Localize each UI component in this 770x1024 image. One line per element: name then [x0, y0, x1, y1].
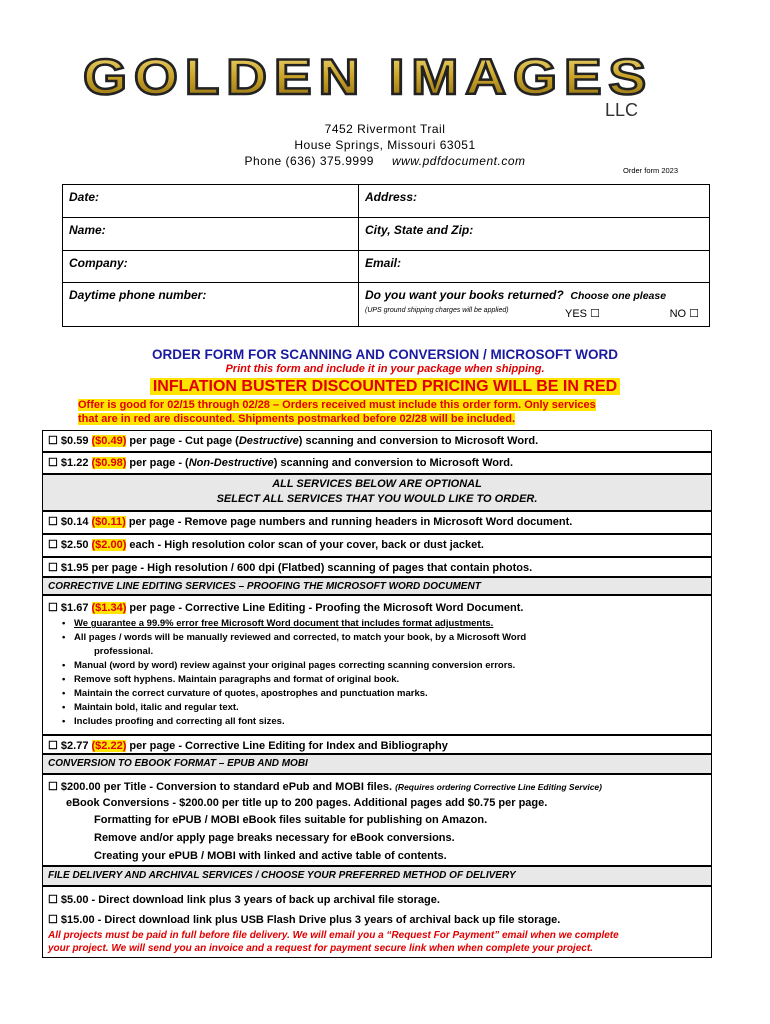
- ebook-line-2: Formatting for ePUB / MOBI eBook files suitable for publishing on Amazon.: [94, 814, 488, 826]
- bullet-quotes: • Maintain the correct curvature of quotes, apostrophes and punctuation marks.: [74, 688, 428, 699]
- s1-text-b: Destructive: [238, 435, 299, 447]
- service-remove-headers[interactable]: [42, 511, 712, 534]
- s7-price: ☐ $2.77: [48, 740, 89, 752]
- return-books-cell: [359, 283, 710, 327]
- svg-text:GOLDEN IMAGES: GOLDEN IMAGES: [83, 50, 653, 105]
- bullet-manual-review-cont: professional.: [94, 646, 154, 657]
- section-file-delivery: FILE DELIVERY AND ARCHIVAL SERVICES / CHOOSE YOUR PREFERRED METHOD OF DELIVERY: [42, 866, 712, 886]
- s2-discount: ($0.98): [91, 457, 127, 469]
- s1-price: ☐ $0.59: [48, 435, 89, 447]
- s3-discount: ($0.11): [91, 516, 126, 528]
- inflation-heading: [0, 378, 770, 396]
- inflation-text: INFLATION BUSTER DISCOUNTED PRICING WILL BE IN RED: [150, 378, 620, 395]
- delivery-option-15[interactable]: ☐ $15.00 - Direct download link plus USB Flash Drive plus 3 years of archival back up file storage.: [48, 914, 561, 926]
- email-field[interactable]: Email:: [359, 251, 710, 283]
- return-question: Do you want your books returned?: [365, 288, 564, 302]
- yes-checkbox[interactable]: YES ☐: [565, 308, 600, 320]
- s6-text: per page - Corrective Line Editing - Proofing the Microsoft Word Document.: [126, 602, 524, 614]
- name-field[interactable]: Name:: [63, 218, 359, 251]
- s7-discount: ($2.22): [91, 740, 127, 752]
- s3-text: per page - Remove page numbers and running headers in Microsoft Word document.: [125, 516, 573, 528]
- offer-text-1: Offer is good for 02/15 through 02/28 – Orders received must include this order form. Only services: [78, 399, 596, 411]
- customer-info-table: [62, 184, 710, 327]
- offer-line-1: [78, 399, 596, 411]
- city-address: House Springs, Missouri 63051: [294, 138, 476, 152]
- bullet-bold-italic: • Maintain bold, italic and regular text.: [74, 702, 239, 713]
- s3-price: ☐ $0.14: [48, 516, 89, 528]
- ebook-line-3: Remove and/or apply page breaks necessary for eBook conversions.: [94, 832, 455, 844]
- bullet-guarantee: • We guarantee a 99.9% error free Microsoft Word document that includes format adjustments.: [74, 618, 493, 629]
- golden-images-logo: [78, 50, 658, 120]
- s1-text-c: ) scanning and conversion to Microsoft Word.: [298, 435, 539, 447]
- delivery-option-5[interactable]: ☐ $5.00 - Direct download link plus 3 years of back up archival file storage.: [48, 894, 440, 906]
- svg-text:LLC: LLC: [604, 100, 638, 120]
- company-field[interactable]: Company:: [63, 251, 359, 283]
- date-field[interactable]: Date:: [63, 185, 359, 218]
- s2-text-b: Non-Destructive: [188, 457, 274, 469]
- street-address: 7452 Rivermont Trail: [324, 122, 446, 136]
- phone-field[interactable]: Daytime phone number:: [63, 283, 359, 327]
- service-ebook[interactable]: [48, 780, 602, 793]
- bullet-manual-review: • All pages / words will be manually reviewed and corrected, to match your book, by a Microsoft Word: [74, 632, 526, 643]
- section-corrective-editing: CORRECTIVE LINE EDITING SERVICES – PROOFING THE MICROSOFT WORD DOCUMENT: [42, 577, 712, 595]
- s2-text-c: ) scanning and conversion to Microsoft Word.: [273, 457, 514, 469]
- service-non-destructive[interactable]: [42, 452, 712, 474]
- s6-price: ☐ $1.67: [48, 602, 89, 614]
- city-field[interactable]: City, State and Zip:: [359, 218, 710, 251]
- offer-line-2: [78, 413, 515, 425]
- ups-note: (UPS ground shipping charges will be applied): [365, 307, 509, 314]
- no-checkbox[interactable]: NO ☐: [669, 308, 699, 320]
- ebook-line-4: Creating your ePUB / MOBI with linked and active table of contents.: [94, 850, 447, 862]
- s4-price: ☐ $2.50: [48, 539, 89, 551]
- bullet-soft-hyphens: • Remove soft hyphens. Maintain paragraphs and format of original book.: [74, 674, 399, 685]
- order-form-year: Order form 2023: [623, 166, 679, 175]
- section-ebook: CONVERSION TO EBOOK FORMAT – EPUB AND MOBI: [42, 754, 712, 774]
- footer-note-1: All projects must be paid in full before file delivery. We will email you a “Request For Payment” email when we complete: [48, 930, 619, 941]
- service-line-editing[interactable]: [48, 601, 523, 614]
- s4-discount: ($2.00): [91, 539, 127, 551]
- service-cover-scan[interactable]: [42, 534, 712, 557]
- print-instruction: Print this form and include it in your package when shipping.: [225, 363, 545, 375]
- s4-text: each - High resolution color scan of your cover, back or dust jacket.: [126, 539, 484, 551]
- phone-text: Phone (636) 375.9999: [244, 154, 374, 168]
- ebook-line-1: eBook Conversions - $200.00 per title up to 200 pages. Additional pages add $0.75 per page.: [66, 797, 548, 809]
- optional-services-bar: [42, 474, 712, 511]
- service-cut-page[interactable]: [42, 430, 712, 452]
- optional-line-2: SELECT ALL SERVICES THAT YOU WOULD LIKE TO ORDER.: [216, 493, 538, 505]
- offer-text-2: that are in red are discounted. Shipments postmarked before 02/28 will be included.: [78, 413, 516, 425]
- service-photo-scan[interactable]: ☐ $1.95 per page - High resolution / 600 dpi (Flatbed) scanning of pages that contain photos.: [42, 557, 712, 577]
- s1-discount: ($0.49): [91, 435, 127, 447]
- optional-line-1: ALL SERVICES BELOW ARE OPTIONAL: [272, 478, 482, 490]
- form-title: ORDER FORM FOR SCANNING AND CONVERSION / MICROSOFT WORD: [152, 347, 618, 362]
- s2-price: ☐ $1.22: [48, 457, 89, 469]
- choose-one: Choose one please: [570, 290, 667, 302]
- s1-text-a: per page - Cut page (: [126, 435, 239, 447]
- footer-note-2: your project. We will send you an invoice and a request for payment secure link when when complete your project.: [48, 943, 593, 954]
- s6-discount: ($1.34): [91, 602, 127, 614]
- bullet-font-sizes: • Includes proofing and correcting all font sizes.: [74, 716, 285, 727]
- service-index-editing[interactable]: [42, 735, 712, 754]
- s7-text: per page - Corrective Line Editing for Index and Bibliography: [126, 740, 448, 752]
- bullet-word-review: • Manual (word by word) review against your original pages correcting scanning conversion errors.: [74, 660, 515, 671]
- s8-text: ☐ $200.00 per Title - Conversion to standard ePub and MOBI files.: [48, 781, 393, 793]
- address-field[interactable]: Address:: [359, 185, 710, 218]
- website-text: www.pdfdocument.com: [391, 154, 526, 168]
- s8-note: (Requires ordering Corrective Line Editing Service): [395, 782, 602, 792]
- s2-text-a: per page - (: [126, 457, 189, 469]
